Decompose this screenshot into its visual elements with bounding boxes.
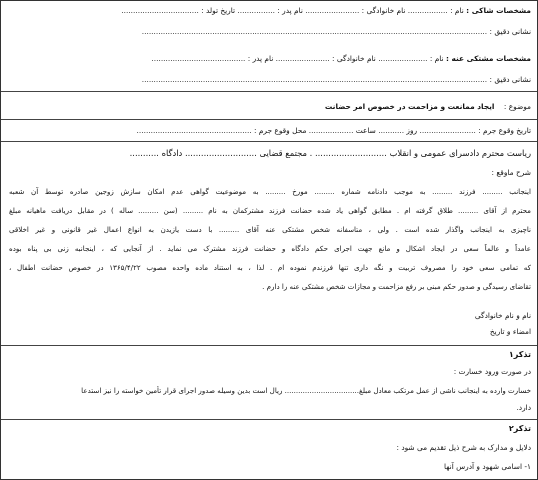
crime-info[interactable]: تاریخ وقوع جرم : ........................ روز ........... ساعت ................... محل وقوع جرم : ................................................. [136,126,531,135]
note1-title: تذکر۱ [508,350,531,359]
body-title: شرح ماوقع : [491,168,531,177]
note1-line1: در صورت ورود خسارت : [453,367,531,376]
defendant-heading: مشخصات مشتکی عنه : [445,54,531,63]
divider [1,345,537,346]
body-line: تقاضای رسیدگی و صدور حکم مبنی بر رفع مزاحمت و مجازات شخص مشتکی عنه را دارم . [262,282,531,291]
signature-name: نام و نام خانوادگی [474,311,531,320]
divider [1,419,537,420]
body-line: محترم از آقای ......... طلاق گرفته ام . مطابق گواهی یاد شده حضانت فرزند مشترکمان به نام ......... (سن ......... ساله ) در مقابل دریافت ماهیانه مبلغ [9,206,531,215]
body-line: عامداً و عالماً سعی در ایجاد اشکال و مانع جهت اجرای حکم دادگاه و حضانت فرزند مشترک می نماید . از آنجایی که ، اینجانبه زنی بی پناه بوده [9,244,531,253]
addressee: ریاست محترم دادسرای عمومی و انقلاب ........................... . مجتمع قضایی ........................... دادگاه ........... [129,148,531,158]
defendant-address[interactable]: نشانی دقیق : ................................................................................................................................................... [141,75,531,84]
divider [1,91,537,92]
subject-line [7,102,531,112]
divider [1,141,537,142]
body-line: اینجانب ......... فرزند ......... به موجب دادنامه شماره ......... مورخ ......... به موضوعیت گواهی عدم امکان سازش زوجین صادره توسط آن شعبه [9,187,531,196]
divider [1,119,537,120]
signature-date: امضاء و تاریخ [489,327,531,336]
body-line: ناچیزی به اینجانب واگذار شده است . ولی ، متاسفانه شخص مشتکی عنه آقای ......... با دست یازیدن به انواع اعمال غیر قانونی و غیر اخلاقی [9,225,531,234]
defendant-line [7,54,531,64]
note2-title: تذکر۲ [508,424,531,433]
defendant-fields[interactable]: نام : ..................... نام خانوادگی : ....................... نام پدر : ........................................ [151,54,444,63]
complainant-line [7,6,531,16]
body-text [9,187,531,301]
body-line: که تمامی سعی خود را مصروف تربیت و نگه داری تنها فرزندم نموده ام . لذا ، به استناد ماده واحده مصوب ۱۳۶۵/۴/۲۲ در خصوص حضانت اطفال ، [9,263,531,272]
complainant-address[interactable]: نشانی دقیق : ................................................................................................................................................... [141,27,531,36]
complainant-fields[interactable]: نام : ................. نام خانوادگی : ....................... نام پدر : ................ تاریخ تولد : ................................. [121,6,464,15]
note1-line3: دارد. [516,403,531,412]
subject-label: موضوع : [503,102,531,111]
complainant-heading: مشخصات شاکی : [466,6,531,15]
subject-value: ایجاد ممانعت و مزاحمت در خصوص امر حضانت [324,102,495,111]
note2-line1: دلایل و مدارک به شرح ذیل تقدیم می شود : [396,443,531,452]
note2-line2: ۱- اسامی شهود و آدرس آنها [444,462,531,471]
note1-line2[interactable]: خسارت وارده به اینجانب ناشی از عمل مرتکب معادل مبلغ................................. ریال است بدین وسیله صدور اجرای قرار تأمین خواسته را نیز استدعا [81,386,531,395]
